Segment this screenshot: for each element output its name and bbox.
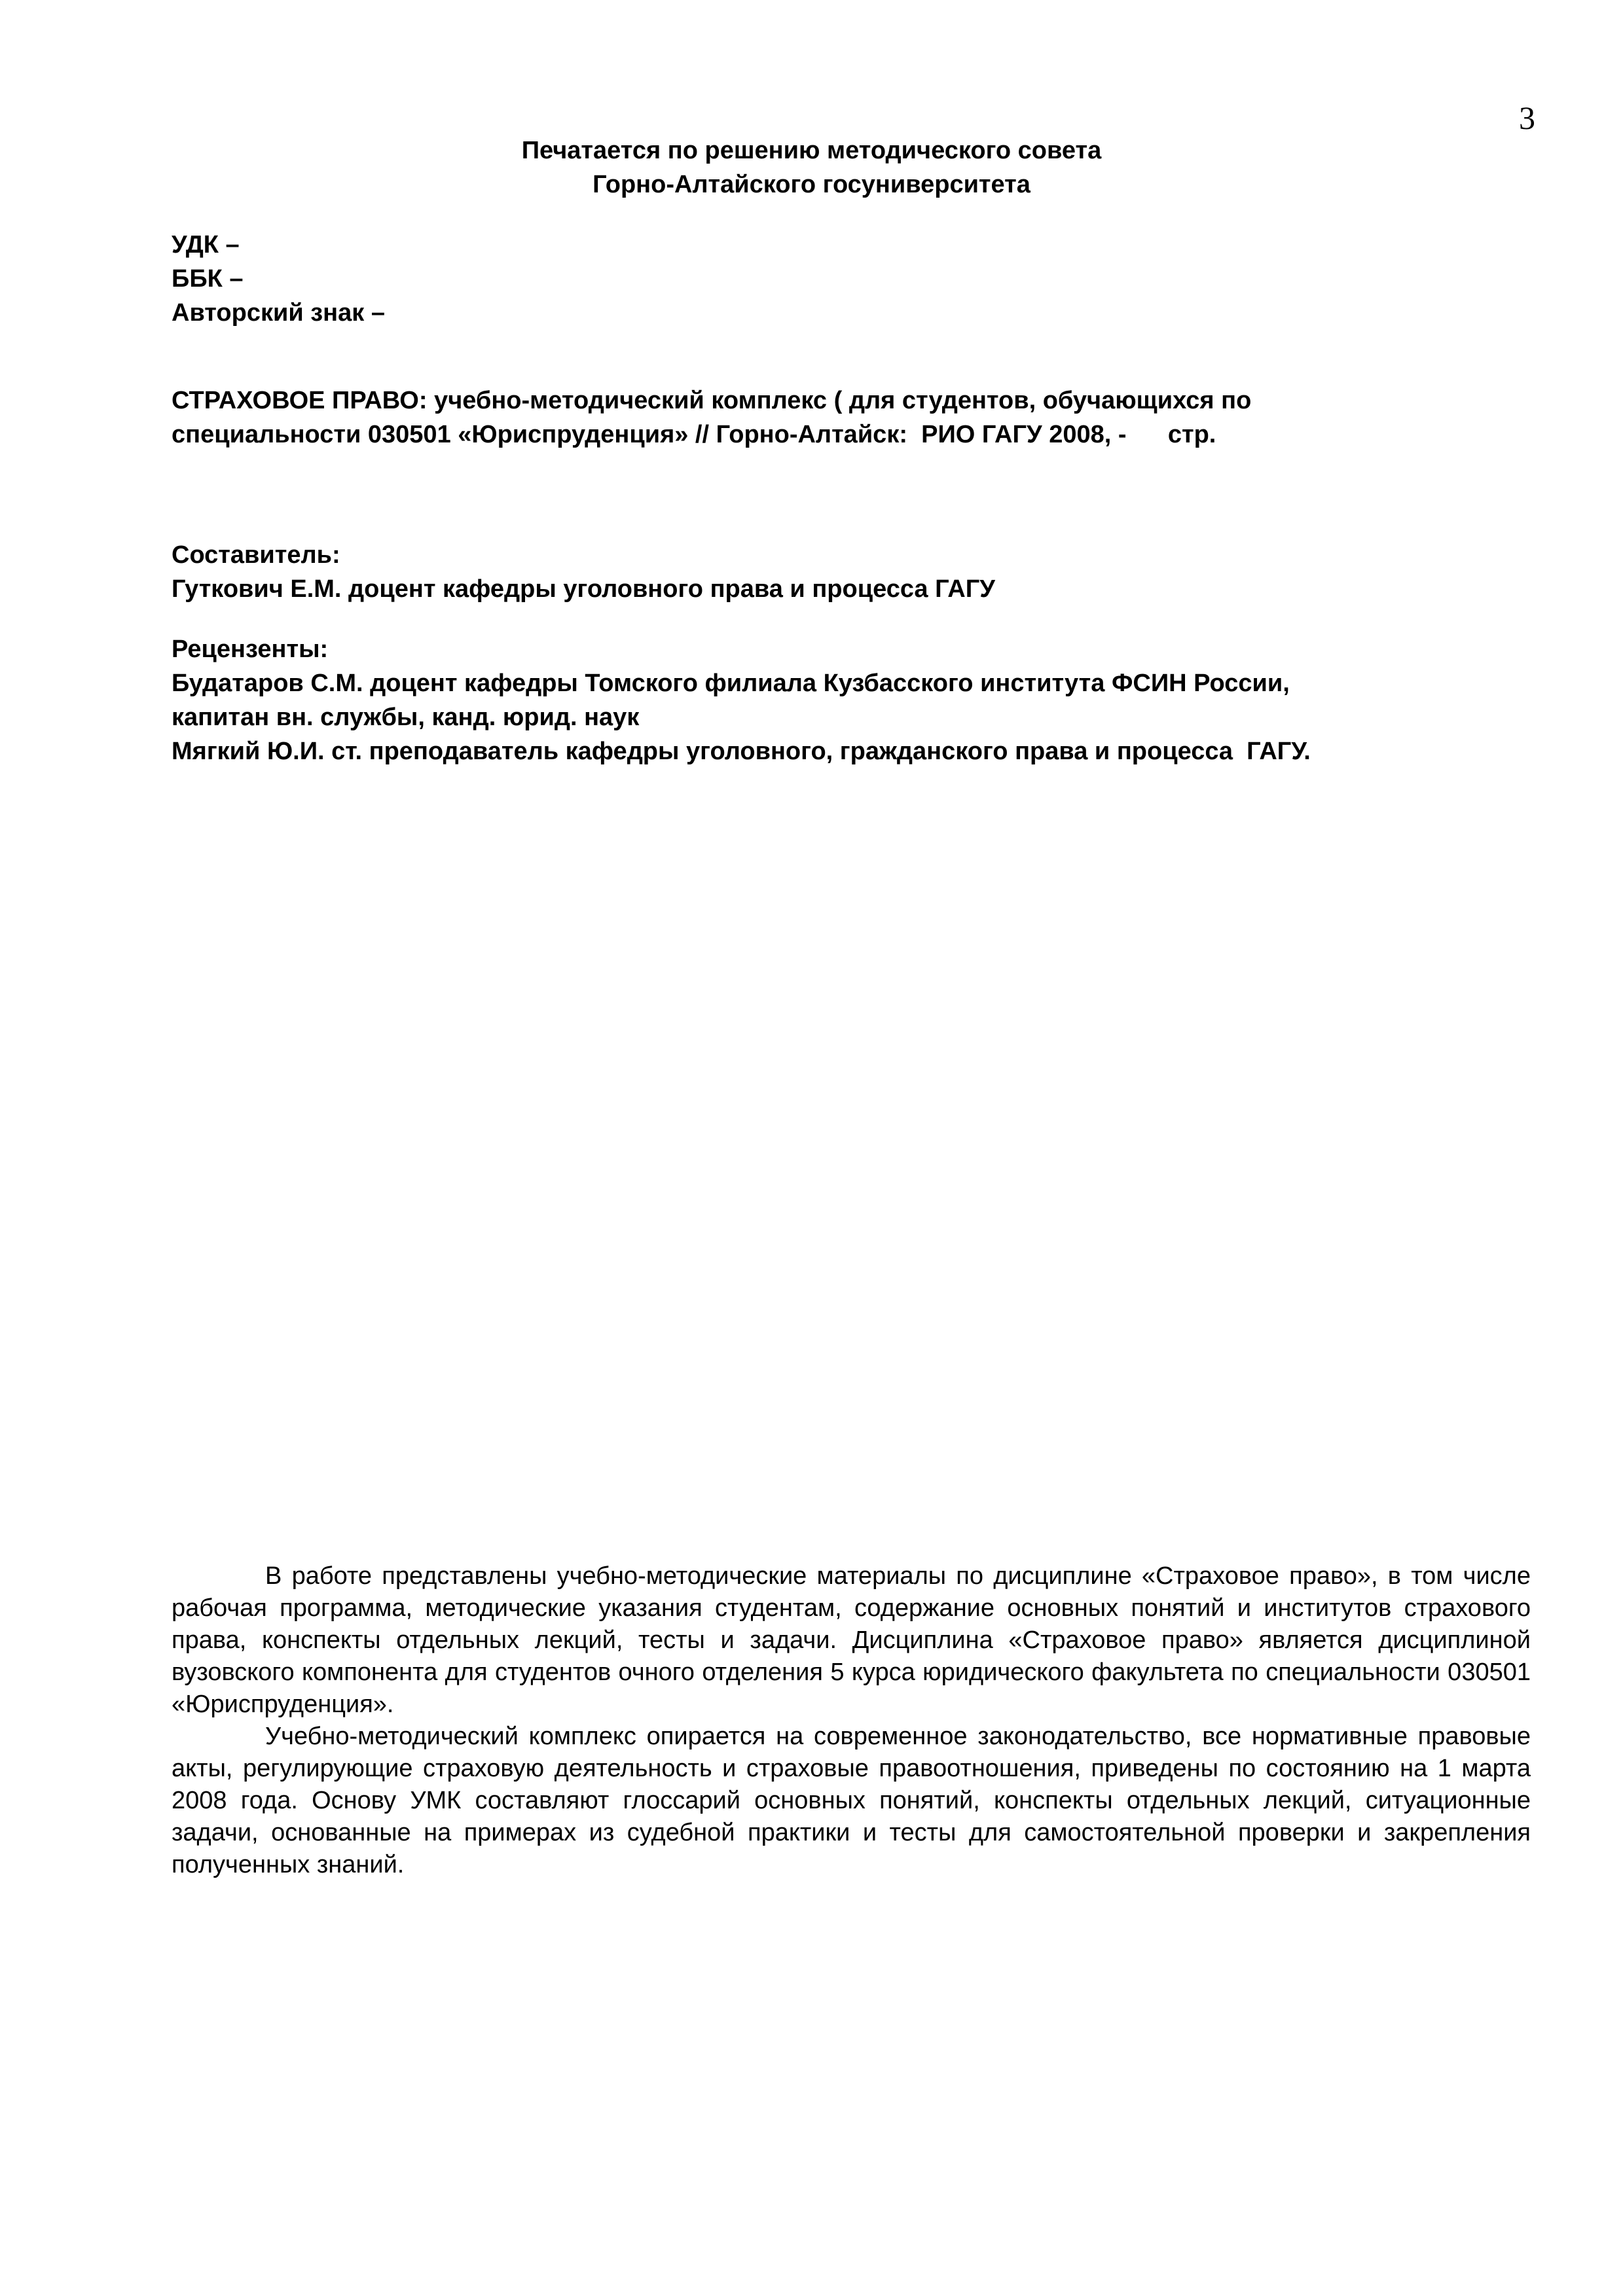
title-line-1: СТРАХОВОЕ ПРАВО: учебно-методический комплекс ( для студентов, обучающихся по xyxy=(172,387,1252,414)
page-number: 3 xyxy=(1519,99,1535,136)
compiler-section xyxy=(172,538,995,606)
reviewer-1-line-2: капитан вн. службы, канд. юрид. наук xyxy=(172,704,640,731)
reviewers-section xyxy=(172,632,1514,768)
compiler-label: Составитель: xyxy=(172,541,340,569)
abstract xyxy=(172,1560,1531,1881)
header-line-2: Горно-Алтайского госуниверситета xyxy=(593,171,1030,198)
reviewer-2: Мягкий Ю.И. ст. преподаватель кафедры уголовного, гражданского права и процесса ГАГУ. xyxy=(172,738,1311,765)
reviewers-label: Рецензенты: xyxy=(172,636,329,663)
publication-approval-header xyxy=(0,134,1623,202)
abstract-paragraph-1: В работе представлены учебно-методические материалы по дисциплине «Страховое право», в том числе рабочая программа, методические указания студентам, содержание основных понятий и институтов страхового права, конспекты отдельных лекций, тесты и задачи. Дисциплина «Страховое право» является дисциплиной вузовского компонента для студентов очного отделения 5 курса юридического факультета по специальности 030501 «Юриспруденция». xyxy=(172,1562,1531,1718)
bibliographic-title xyxy=(172,384,1481,452)
title-line-2: специальности 030501 «Юриспруденция» // Горно-Алтайск: РИО ГАГУ 2008, - стр. xyxy=(172,421,1216,448)
bbk-code: ББК – xyxy=(172,265,244,293)
compiler-name: Гуткович Е.М. доцент кафедры уголовного права и процесса ГАГУ xyxy=(172,575,995,603)
udk-code: УДК – xyxy=(172,231,240,259)
header-line-1: Печатается по решению методического совета xyxy=(521,137,1102,164)
abstract-paragraph-2: Учебно-методический комплекс опирается на современное законодательство, все нормативные правовые акты, регулирующие страховую деятельность и страховые правоотношения, приведены по состоянию на 1 марта 2008 года. Основу УМК составляют глоссарий основных понятий, конспекты отдельных лекций, ситуационные задачи, основанные на примерах из судебной практики и тесты для самостоятельной проверки и закрепления полученных знаний. xyxy=(172,1723,1531,1878)
classification-codes xyxy=(172,228,385,330)
reviewer-1-line-1: Будатаров С.М. доцент кафедры Томского филиала Кузбасского института ФСИН России, xyxy=(172,670,1290,697)
author-sign: Авторский знак – xyxy=(172,299,385,327)
